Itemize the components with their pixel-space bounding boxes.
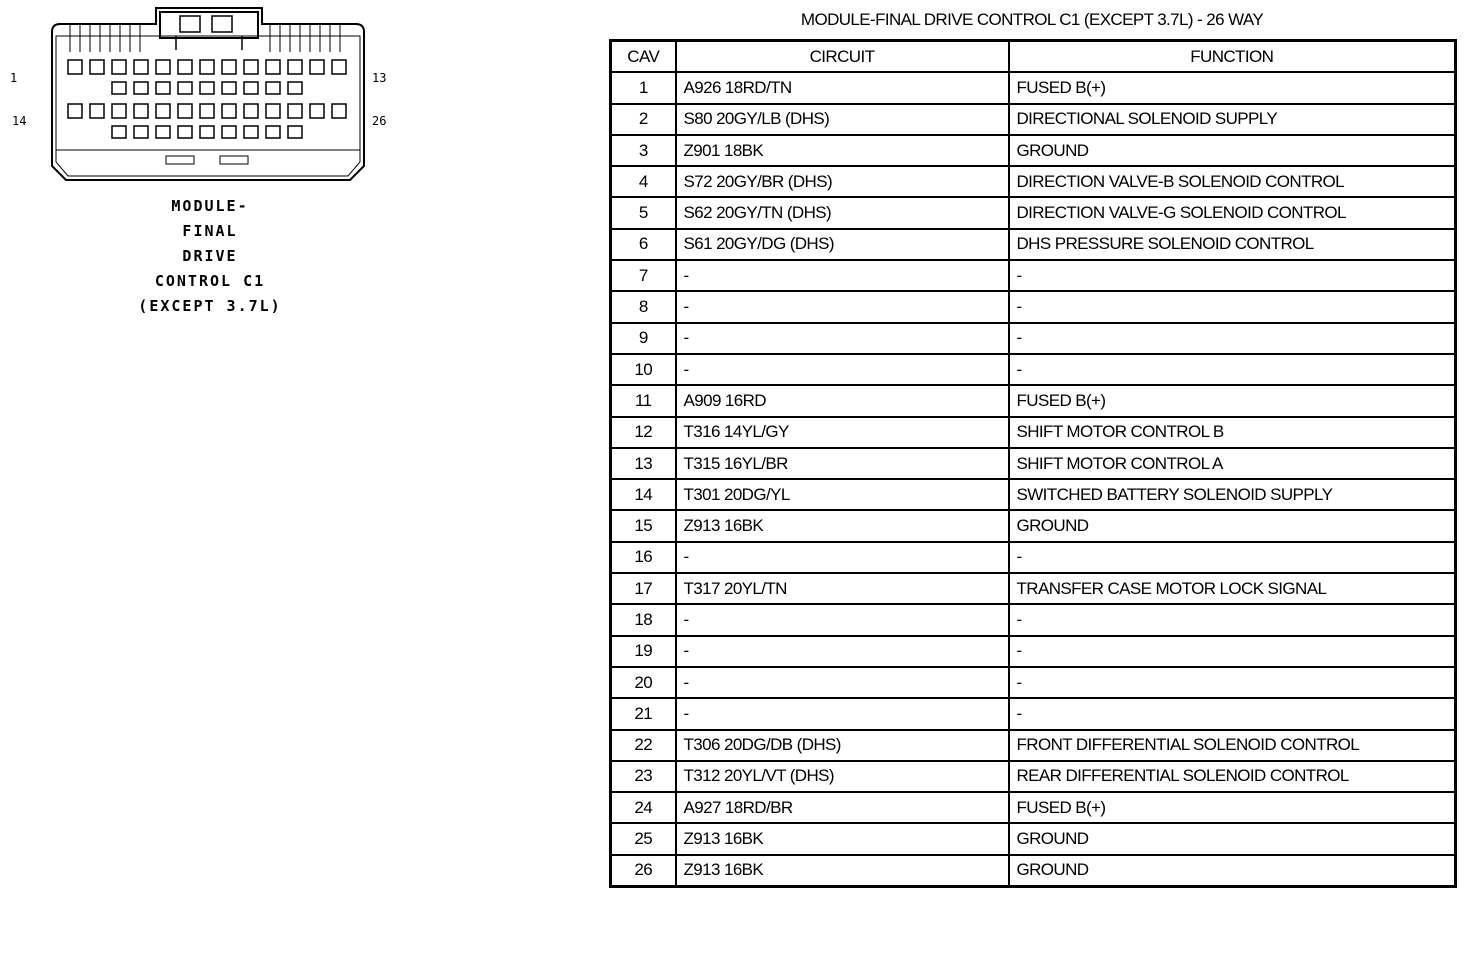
cell-cav: 26 [611,855,676,887]
pin-label-1: 1 [10,71,18,85]
cell-function: - [1009,354,1456,385]
housing-bottom-ribs [56,150,360,164]
table-row [611,291,1456,322]
cell-function: - [1009,323,1456,354]
cell-cav: 17 [611,573,676,604]
cell-function: GROUND [1009,855,1456,887]
cell-cav: 9 [611,323,676,354]
cell-circuit: S80 20GY/LB (DHS) [676,104,1009,135]
header-cav: CAV [611,41,676,73]
table-row [611,698,1456,729]
caption-line: MODULE- [171,197,249,215]
cell-cav: 2 [611,104,676,135]
connector-caption [120,194,300,319]
cell-cav: 6 [611,229,676,260]
table-title: MODULE-FINAL DRIVE CONTROL C1 (EXCEPT 3.7L) - 26 WAY [800,10,1264,29]
table-row [611,667,1456,698]
cell-function: FUSED B(+) [1009,72,1456,103]
cell-cav: 11 [611,385,676,416]
table-row [611,229,1456,260]
cell-circuit: - [676,636,1009,667]
cell-function: DHS PRESSURE SOLENOID CONTROL [1009,229,1456,260]
cell-cav: 24 [611,792,676,823]
cell-cav: 10 [611,354,676,385]
cell-circuit: S72 20GY/BR (DHS) [676,166,1009,197]
cell-function: SWITCHED BATTERY SOLENOID SUPPLY [1009,479,1456,510]
connector-housing-inner [56,36,360,176]
table-row [611,197,1456,228]
table-row [611,72,1456,103]
cell-function: DIRECTIONAL SOLENOID SUPPLY [1009,104,1456,135]
cell-function: - [1009,636,1456,667]
cell-cav: 12 [611,417,676,448]
cell-circuit: T301 20DG/YL [676,479,1009,510]
table-row [611,730,1456,761]
cell-circuit: - [676,260,1009,291]
cell-circuit: T317 20YL/TN [676,573,1009,604]
table-row [611,636,1456,667]
cell-function: DIRECTION VALVE-G SOLENOID CONTROL [1009,197,1456,228]
cell-circuit: A926 18RD/TN [676,72,1009,103]
cell-circuit: S62 20GY/TN (DHS) [676,197,1009,228]
cell-circuit: T315 16YL/BR [676,448,1009,479]
cell-cav: 4 [611,166,676,197]
table-row [611,385,1456,416]
cell-function: SHIFT MOTOR CONTROL A [1009,448,1456,479]
cell-circuit: Z913 16BK [676,510,1009,541]
cell-circuit: A909 16RD [676,385,1009,416]
cell-cav: 13 [611,448,676,479]
cell-function: - [1009,604,1456,635]
cell-cav: 25 [611,823,676,854]
pin-label-14: 14 [12,114,27,128]
table-header-row [611,41,1456,73]
caption-line: CONTROL C1 [154,272,266,290]
cell-circuit: T316 14YL/GY [676,417,1009,448]
cell-cav: 8 [611,291,676,322]
header-circuit: CIRCUIT [676,41,1009,73]
table-row [611,135,1456,166]
connector-latch [160,12,258,38]
table-row [611,479,1456,510]
cell-function: REAR DIFFERENTIAL SOLENOID CONTROL [1009,761,1456,792]
cell-function: DIRECTION VALVE-B SOLENOID CONTROL [1009,166,1456,197]
table-row [611,354,1456,385]
cell-cav: 22 [611,730,676,761]
cell-circuit: Z913 16BK [676,855,1009,887]
cell-function: - [1009,542,1456,573]
table-row [611,104,1456,135]
cell-function: FRONT DIFFERENTIAL SOLENOID CONTROL [1009,730,1456,761]
caption-line: FINAL [182,222,238,240]
cell-cav: 15 [611,510,676,541]
cell-function: SHIFT MOTOR CONTROL B [1009,417,1456,448]
cell-circuit: - [676,667,1009,698]
connector-face-drawing [0,0,420,200]
cell-circuit: S61 20GY/DG (DHS) [676,229,1009,260]
cell-cav: 14 [611,479,676,510]
cell-circuit: - [676,542,1009,573]
cell-function: TRANSFER CASE MOTOR LOCK SIGNAL [1009,573,1456,604]
cavity-row-top [68,60,346,94]
cell-function: FUSED B(+) [1009,385,1456,416]
cell-cav: 5 [611,197,676,228]
cell-circuit: T306 20DG/DB (DHS) [676,730,1009,761]
table-row [611,542,1456,573]
table-row [611,448,1456,479]
cell-cav: 18 [611,604,676,635]
cell-function: - [1009,291,1456,322]
cell-cav: 23 [611,761,676,792]
cell-function: GROUND [1009,510,1456,541]
cell-cav: 16 [611,542,676,573]
table-row [611,260,1456,291]
cell-cav: 1 [611,72,676,103]
cell-circuit: - [676,604,1009,635]
table-row [611,323,1456,354]
pinout-table [609,39,1457,888]
cell-cav: 19 [611,636,676,667]
pin-label-13: 13 [372,71,387,85]
table-row [611,792,1456,823]
table-row [611,855,1456,887]
cell-function: - [1009,667,1456,698]
caption-line: DRIVE [182,247,238,265]
cell-circuit: - [676,354,1009,385]
cell-circuit: - [676,698,1009,729]
cell-function: - [1009,260,1456,291]
table-row [611,573,1456,604]
table-row [611,417,1456,448]
cell-cav: 20 [611,667,676,698]
cell-circuit: - [676,291,1009,322]
table-row [611,166,1456,197]
cell-cav: 7 [611,260,676,291]
cell-circuit: - [676,323,1009,354]
cell-function: GROUND [1009,135,1456,166]
cell-cav: 3 [611,135,676,166]
cell-circuit: Z913 16BK [676,823,1009,854]
cell-function: GROUND [1009,823,1456,854]
connector-diagram [0,0,420,330]
caption-line: (EXCEPT 3.7L) [138,297,282,315]
cell-circuit: Z901 18BK [676,135,1009,166]
cavity-row-bottom [68,104,346,138]
cell-function: - [1009,698,1456,729]
pin-label-26: 26 [372,114,387,128]
cell-cav: 21 [611,698,676,729]
cell-circuit: A927 18RD/BR [676,792,1009,823]
header-function: FUNCTION [1009,41,1456,73]
table-row [611,761,1456,792]
table-row [611,823,1456,854]
cell-function: FUSED B(+) [1009,792,1456,823]
table-row [611,604,1456,635]
cell-circuit: T312 20YL/VT (DHS) [676,761,1009,792]
table-row [611,510,1456,541]
